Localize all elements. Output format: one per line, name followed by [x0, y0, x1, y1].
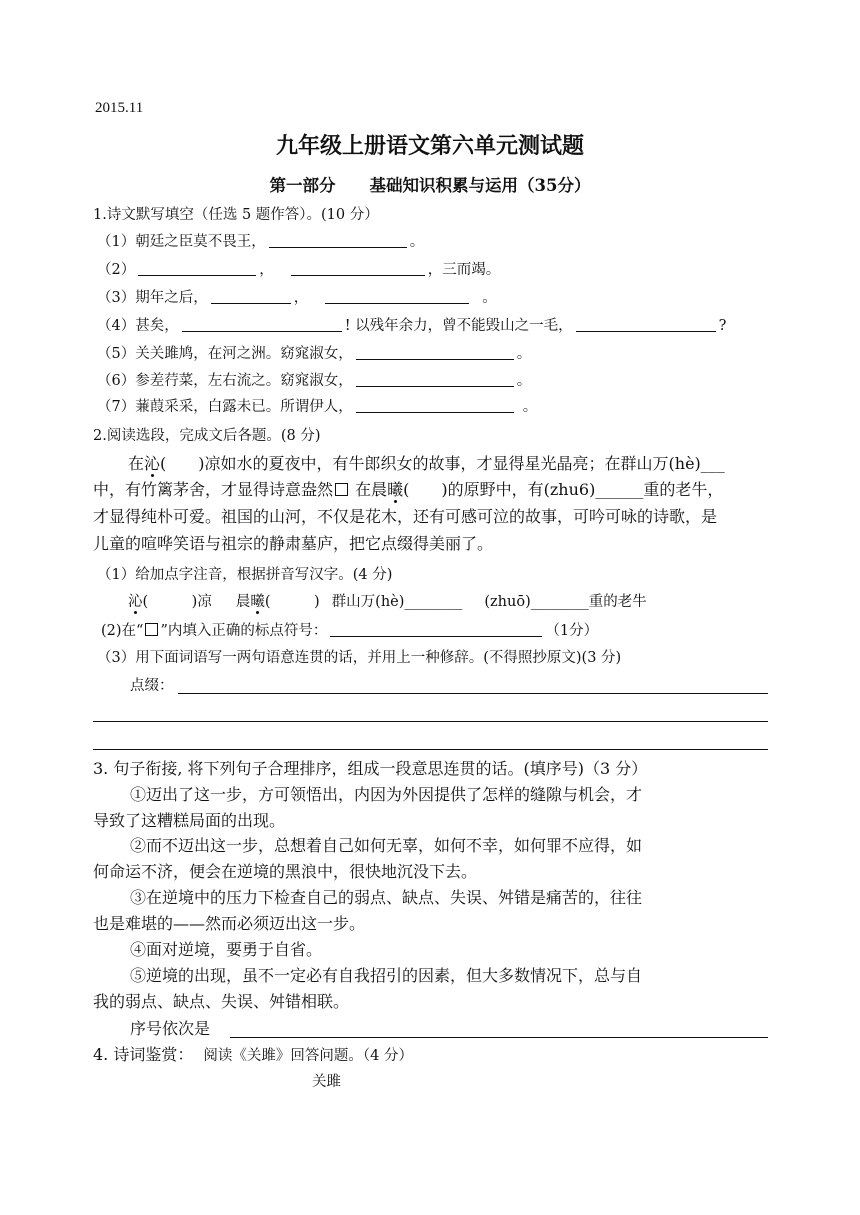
- dotted-char: 曦: [387, 480, 404, 499]
- part-label: 第一部分: [269, 176, 336, 195]
- q3-sentence-3: ③在逆境中的压力下检查自己的弱点、缺点、失误、舛错是痛苦的，往往: [130, 888, 643, 907]
- q2-passage-line-2: [93, 480, 723, 500]
- item-text: （1）朝廷之臣莫不畏王，: [97, 234, 266, 250]
- item-text: ，三而竭。: [427, 262, 501, 278]
- item-text: 。: [409, 234, 425, 250]
- q3-sentence-2-cont: 何命运不济，便会在逆境的黑浪中，很快地沉没下去。: [93, 862, 478, 881]
- q4-title: [93, 1045, 413, 1066]
- item-text: ! 以残年余力，曾不能毁山之一毛，: [344, 318, 573, 334]
- passage-text: 中，有竹篱茅舍，才显得诗意盎然: [93, 480, 334, 499]
- dotted-char: 曦: [250, 594, 265, 610]
- answer-blank[interactable]: [291, 260, 425, 276]
- q2-sub-3: （3）用下面词语写一两句语意连贯的话，并用上一种修辞。(不得照抄原文)(3 分): [97, 650, 622, 666]
- q4-instruction: 阅读《关雎》回答问题。（4 分）: [203, 1048, 413, 1064]
- q1-item-7: [97, 397, 537, 417]
- passage-text: ( )的原野中，有(zhu6)______重的老牛，: [403, 480, 724, 499]
- answer-blank[interactable]: [356, 371, 514, 387]
- item-text: （6）参差荇菜，左右流之。窈窕淑女，: [97, 373, 353, 389]
- item-text: （4）甚矣，: [97, 318, 179, 334]
- q1-item-5: [97, 344, 531, 364]
- q2-sub-1: （1）给加点字注音，根据拼音写汉字。(4 分): [97, 567, 393, 583]
- answer-blank[interactable]: [356, 344, 514, 360]
- punctuation-box[interactable]: [335, 483, 348, 496]
- item-text: 。: [516, 346, 532, 362]
- answer-blank[interactable]: [182, 316, 342, 332]
- dotted-char: 沁: [128, 594, 143, 610]
- section-title: [0, 174, 860, 198]
- item-text: 晨: [235, 594, 251, 610]
- q2-passage-line-1: [128, 454, 725, 474]
- poem-title: 关雎: [312, 1074, 341, 1090]
- q3-sentence-5: ⑤逆境的出现，虽不一定必有自我招引的因素，但大多数情况下，总与自: [130, 966, 643, 985]
- answer-blank[interactable]: [576, 316, 716, 332]
- q3-sentence-1-cont: 导致了这糟糕局面的出现。: [93, 811, 286, 830]
- item-text: （7）蒹葭采采，白露未已。所谓伊人，: [97, 399, 353, 415]
- item-text: （5）关关雎鸠，在河之洲。窈窕淑女，: [97, 346, 353, 362]
- q1-item-6: [97, 371, 531, 391]
- q1-title: 1.诗文默写填空（任选 5 题作答）。(10 分）: [93, 207, 379, 223]
- answer-blank[interactable]: [330, 621, 542, 637]
- item-text: ”内填入正确的标点符号：: [160, 623, 328, 639]
- item-text: （1分）: [545, 623, 599, 639]
- item-text: (zhuō)________重的老牛: [484, 594, 647, 610]
- q2-sub-1-items: [128, 592, 647, 612]
- item-text: （2）: [97, 262, 136, 278]
- q3-sentence-5-cont: 我的弱点、缺点、失误、舛错相联。: [93, 992, 350, 1011]
- q3-title: 3. 句子衔接, 将下列句子合理排序，组成一段意思连贯的话。(填序号)（3 分）: [93, 759, 648, 778]
- q1-item-1: [97, 232, 424, 252]
- q3-sentence-3-cont: 也是难堪的——然而必须迈出这一步。: [93, 914, 366, 933]
- passage-text: 在: [128, 454, 145, 473]
- q2-title: 2.阅读选段，完成文后各题。(8 分): [93, 428, 321, 444]
- item-text: （3）期年之后，: [97, 290, 208, 306]
- q3-sentence-2: ②而不迈出这一步，总想着自己如何无辜，如何不幸，如何罪不应得，如: [130, 836, 643, 855]
- answer-blank[interactable]: [138, 260, 256, 276]
- q3-answer-label: 序号依次是: [130, 1019, 211, 1038]
- item-text: 。: [482, 290, 497, 306]
- date: 2015.11: [95, 100, 144, 116]
- answer-blank[interactable]: [325, 288, 469, 304]
- item-text: 。: [516, 373, 532, 389]
- item-text: ?: [718, 318, 727, 334]
- answer-line[interactable]: [230, 1037, 768, 1038]
- answer-blank[interactable]: [211, 288, 291, 304]
- punctuation-box: [145, 623, 158, 636]
- q2-passage-line-4: 儿童的喧哗笑语与祖宗的静肃墓庐，把它点缀得美丽了。: [93, 534, 494, 553]
- answer-blank[interactable]: [269, 232, 407, 248]
- answer-line[interactable]: [93, 749, 768, 750]
- q3-sentence-4: ④面对逆境，要勇于自省。: [130, 940, 323, 959]
- page-title: 九年级上册语文第六单元测试题: [275, 133, 584, 159]
- passage-text: ( )凉如水的夏夜中，有牛郎织女的故事，才显得星光晶亮；在群山万(hè)___: [160, 454, 725, 473]
- q2-sub-2: [101, 621, 598, 641]
- q4-label: 4. 诗词鉴赏：: [93, 1045, 194, 1064]
- item-text: 。: [522, 399, 538, 415]
- item-text: ( )凉: [142, 594, 212, 610]
- q1-item-3: [97, 288, 497, 308]
- item-text: (2)在“: [101, 623, 144, 639]
- passage-text: 在晨: [350, 480, 388, 499]
- q3-sentence-1: ①迈出了这一步，方可领悟出，内因为外因提供了怎样的缝隙与机会，才: [130, 785, 643, 804]
- item-text: ，: [259, 262, 274, 278]
- item-text: ( ): [264, 594, 320, 610]
- q2-passage-line-3: 才显得纯朴可爱。祖国的山河，不仅是花木，还有可感可泣的故事，可吟可咏的诗歌，是: [93, 507, 718, 526]
- answer-blank[interactable]: [356, 397, 514, 413]
- answer-line[interactable]: [178, 693, 768, 694]
- q1-item-2: [97, 260, 500, 280]
- part-title: 基础知识积累与运用（35分）: [369, 176, 591, 195]
- q1-item-4: [97, 316, 726, 336]
- item-text: 群山万(hè)________: [331, 594, 463, 610]
- answer-line[interactable]: [93, 721, 768, 722]
- dotted-char: 沁: [144, 454, 161, 473]
- item-text: ，: [293, 290, 309, 306]
- q2-sub-3-word: 点缀：: [130, 678, 174, 694]
